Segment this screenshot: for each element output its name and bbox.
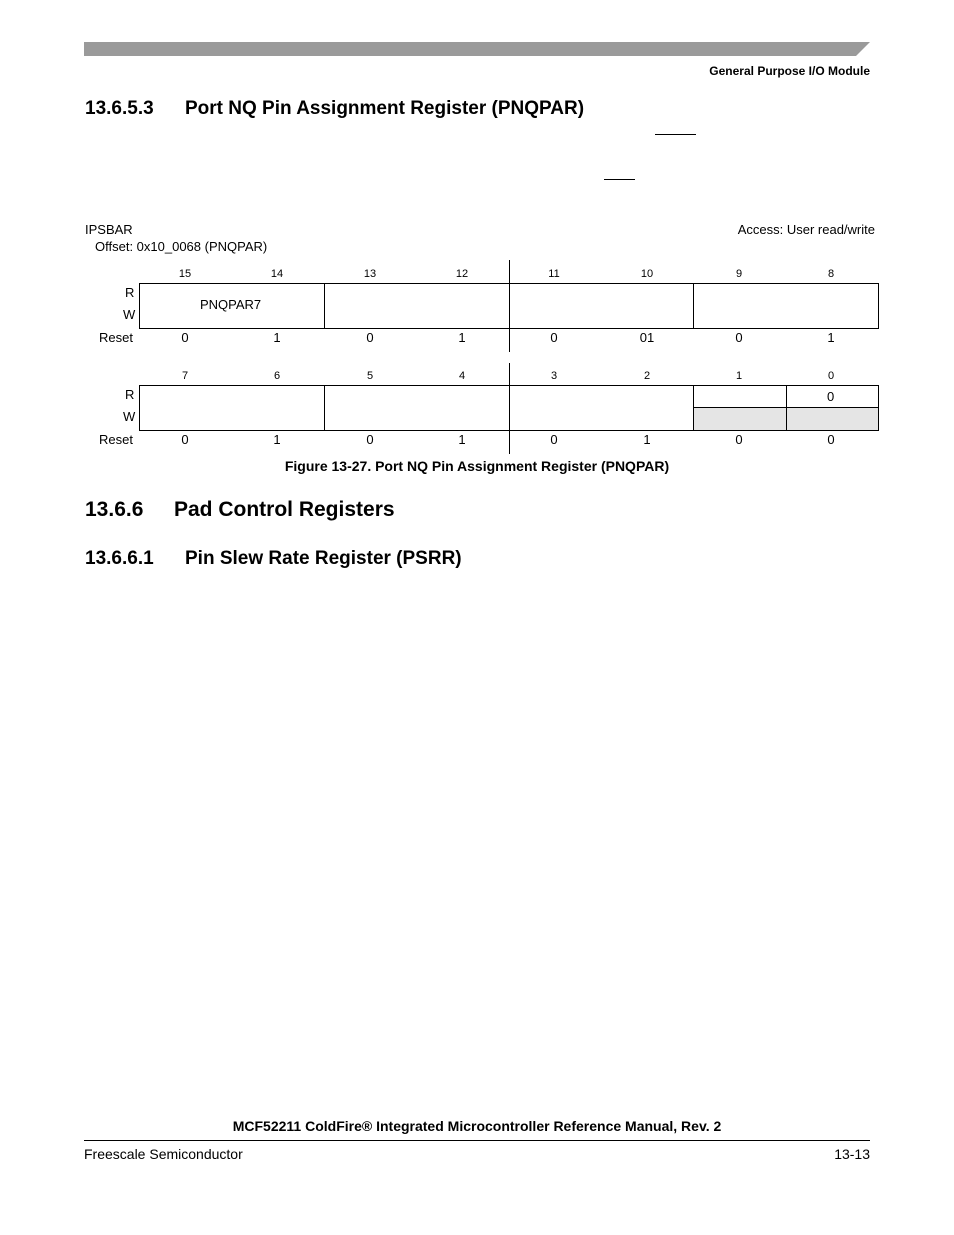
section-title: Port NQ Pin Assignment Register (PNQPAR) (185, 98, 585, 119)
reset-value: 1 (273, 432, 281, 447)
reset-value: 1 (458, 330, 466, 345)
figure-offset-label: Offset: 0x10_0068 (PNQPAR) (95, 239, 268, 254)
field-pnqpar3 (139, 385, 325, 431)
section-number: 13.6.6 (85, 498, 144, 521)
reset-value: 01 (639, 330, 655, 345)
field-bit1-read (693, 385, 787, 408)
overline-mark (604, 179, 635, 180)
bit-number: 8 (827, 268, 835, 280)
bit-number: 15 (178, 268, 192, 280)
reset-value: 0 (181, 330, 189, 345)
field-bit0-read (786, 385, 879, 408)
reset-value: 0 (366, 330, 374, 345)
reset-value: 1 (827, 330, 835, 345)
header-bar (84, 42, 870, 56)
reset-value: 0 (827, 432, 835, 447)
section-title: Pad Control Registers (174, 498, 395, 521)
figure-ipsbar-label: IPSBAR (85, 222, 133, 237)
bit-number: 2 (643, 370, 651, 382)
bit-number: 13 (363, 268, 377, 280)
row-label-w: W (123, 307, 136, 322)
field-pnqpar4 (693, 283, 879, 329)
field-pnqpar2 (324, 385, 510, 431)
reset-value: 0 (366, 432, 374, 447)
footer-company: Freescale Semiconductor (84, 1146, 243, 1162)
figure-access-label: Access: User read/write (737, 222, 875, 237)
section-title: Pin Slew Rate Register (PSRR) (185, 548, 462, 569)
bit0-read-value: 0 (827, 389, 835, 404)
footer-rule (84, 1140, 870, 1141)
bit-number: 0 (827, 370, 835, 382)
bit-number: 14 (270, 268, 284, 280)
bit-number: 3 (550, 370, 558, 382)
field-pnqpar7 (139, 283, 325, 329)
section-heading-13661 (85, 548, 462, 570)
footer-document-title: MCF52211 ColdFire® Integrated Microcontroller Reference Manual, Rev. 2 (232, 1118, 722, 1134)
bit-number: 11 (548, 268, 560, 280)
reset-value: 1 (458, 432, 466, 447)
section-number: 13.6.6.1 (85, 548, 154, 569)
overline-mark (655, 134, 696, 135)
reset-value: 0 (735, 432, 743, 447)
bit-number: 6 (273, 370, 281, 382)
row-label-reset: Reset (99, 432, 133, 447)
footer-page-number: 13-13 (834, 1146, 870, 1162)
field-pnqpar5 (509, 283, 694, 329)
bit-number: 4 (458, 370, 466, 382)
bit-number: 1 (735, 370, 743, 382)
row-label-r: R (125, 387, 135, 402)
bit-number: 9 (735, 268, 743, 280)
row-label-w: W (123, 409, 136, 424)
row-label-r: R (125, 285, 135, 300)
section-number: 13.6.5.3 (85, 98, 154, 119)
bit-number: 12 (455, 268, 469, 280)
reset-value: 1 (643, 432, 651, 447)
reset-value: 1 (273, 330, 281, 345)
field-bit0-write-reserved (786, 407, 879, 431)
figure-caption: Figure 13-27. Port NQ Pin Assignment Register (PNQPAR) (284, 458, 670, 474)
reset-value: 0 (550, 432, 558, 447)
section-heading-1366 (85, 498, 395, 522)
field-pnqpar6 (324, 283, 510, 329)
bit-number: 10 (640, 268, 654, 280)
header-module-title: General Purpose I/O Module (709, 64, 870, 78)
row-label-reset: Reset (99, 330, 133, 345)
field-bit1-write-reserved (693, 407, 787, 431)
reset-value: 0 (550, 330, 558, 345)
bit-number: 7 (181, 370, 189, 382)
field-label: PNQPAR7 (200, 297, 262, 312)
reset-value: 0 (735, 330, 743, 345)
reset-value: 0 (181, 432, 189, 447)
field-pnqpar1 (509, 385, 694, 431)
section-heading-13653 (85, 98, 584, 120)
bit-number: 5 (366, 370, 374, 382)
